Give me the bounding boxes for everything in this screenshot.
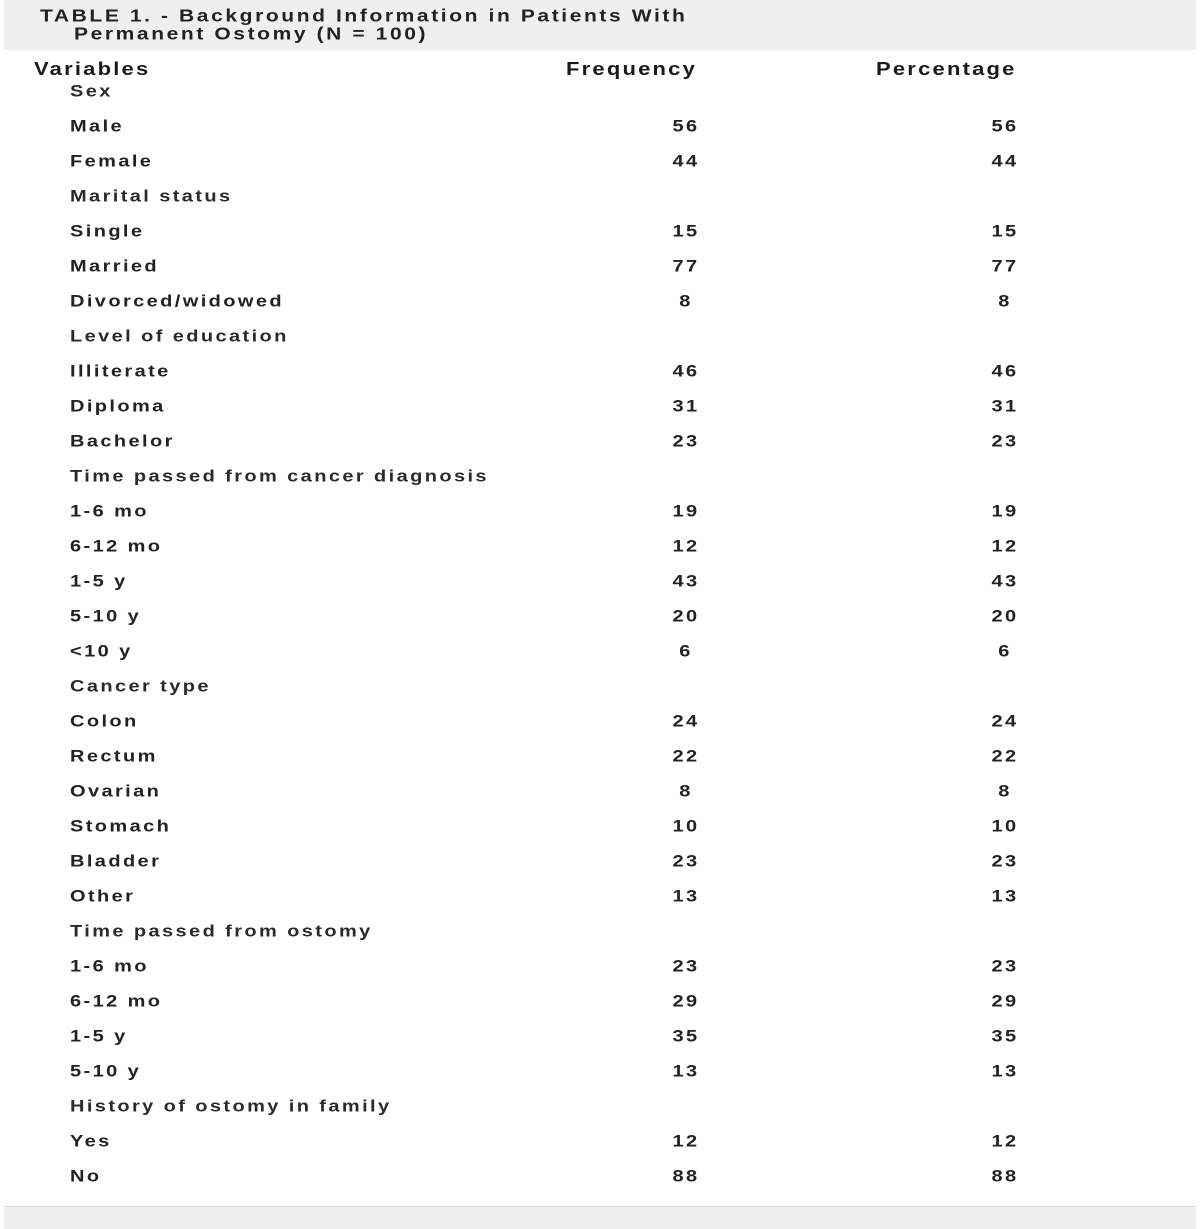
table-group-row	[0, 671, 1200, 706]
row-label: Rectum	[70, 747, 158, 766]
percentage-value: 8	[998, 292, 1012, 311]
percentage-value: 24	[991, 712, 1019, 731]
row-label: Colon	[70, 712, 139, 731]
table-row	[0, 636, 1200, 671]
table-row	[0, 776, 1200, 811]
column-header-variables: Variables	[34, 58, 151, 80]
table-row	[0, 1021, 1200, 1056]
row-label: 6-12 mo	[70, 537, 163, 556]
table-row	[0, 881, 1200, 916]
frequency-value: 24	[672, 712, 700, 731]
group-label: Sex	[70, 82, 113, 101]
percentage-value: 22	[991, 747, 1019, 766]
table-row	[0, 1126, 1200, 1161]
table-row	[0, 706, 1200, 741]
row-label: Ovarian	[70, 782, 162, 801]
table-row	[0, 146, 1200, 181]
frequency-value: 15	[672, 222, 700, 241]
row-label: Stomach	[70, 817, 172, 836]
frequency-value: 6	[679, 642, 693, 661]
frequency-value: 10	[672, 817, 700, 836]
percentage-value: 19	[991, 502, 1019, 521]
frequency-value: 8	[679, 292, 693, 311]
percentage-value: 88	[991, 1167, 1019, 1186]
table-row	[0, 286, 1200, 321]
percentage-value: 23	[991, 432, 1019, 451]
row-label: No	[70, 1167, 102, 1186]
table-group-row	[0, 1091, 1200, 1126]
group-label: History of ostomy in family	[70, 1097, 392, 1116]
table-row	[0, 846, 1200, 881]
row-label: Bladder	[70, 852, 162, 871]
percentage-value: 29	[991, 992, 1019, 1011]
group-label: Time passed from ostomy	[70, 922, 373, 941]
table-caption-line-2: Permanent Ostomy (N = 100)	[74, 24, 429, 44]
table-group-row	[0, 321, 1200, 356]
frequency-value: 12	[672, 537, 700, 556]
frequency-value: 13	[672, 1062, 700, 1081]
table-row	[0, 216, 1200, 251]
percentage-value: 77	[991, 257, 1019, 276]
row-label: Female	[70, 152, 154, 171]
table-row	[0, 251, 1200, 286]
frequency-value: 23	[672, 432, 700, 451]
table-row	[0, 601, 1200, 636]
frequency-value: 88	[672, 1167, 700, 1186]
percentage-value: 13	[991, 1062, 1019, 1081]
percentage-value: 12	[991, 537, 1019, 556]
frequency-value: 23	[672, 852, 700, 871]
row-label: Male	[70, 117, 125, 136]
row-label: 5-10 y	[70, 607, 142, 626]
frequency-value: 56	[672, 117, 700, 136]
row-label: Diploma	[70, 397, 166, 416]
frequency-value: 35	[672, 1027, 700, 1046]
percentage-value: 44	[991, 152, 1019, 171]
frequency-value: 23	[672, 957, 700, 976]
percentage-value: 56	[991, 117, 1019, 136]
row-label: Married	[70, 257, 160, 276]
row-label: Bachelor	[70, 432, 175, 451]
frequency-value: 77	[672, 257, 700, 276]
table-row	[0, 1161, 1200, 1196]
table-row	[0, 951, 1200, 986]
row-label: 1-6 mo	[70, 502, 149, 521]
percentage-value: 10	[991, 817, 1019, 836]
table-row	[0, 741, 1200, 776]
percentage-value: 12	[991, 1132, 1019, 1151]
table-caption-line-1: TABLE 1. - Background Information in Patients With	[40, 6, 688, 26]
row-label: 6-12 mo	[70, 992, 163, 1011]
table-row	[0, 986, 1200, 1021]
column-header-percentage: Percentage	[876, 58, 1017, 80]
group-label: Level of education	[70, 327, 289, 346]
frequency-value: 19	[672, 502, 700, 521]
row-label: Single	[70, 222, 145, 241]
table-footer-bar	[4, 1206, 1196, 1229]
table-row	[0, 566, 1200, 601]
table-row	[0, 811, 1200, 846]
percentage-value: 20	[991, 607, 1019, 626]
table-row	[0, 426, 1200, 461]
percentage-value: 43	[991, 572, 1019, 591]
percentage-value: 8	[998, 782, 1012, 801]
frequency-value: 22	[672, 747, 700, 766]
row-label: 1-6 mo	[70, 957, 149, 976]
table-row	[0, 496, 1200, 531]
frequency-value: 8	[679, 782, 693, 801]
table-group-row	[0, 916, 1200, 951]
table-body	[0, 76, 1200, 1196]
row-label: Illiterate	[70, 362, 171, 381]
percentage-value: 31	[991, 397, 1019, 416]
row-label: Other	[70, 887, 136, 906]
table-row	[0, 1056, 1200, 1091]
percentage-value: 6	[998, 642, 1012, 661]
frequency-value: 13	[672, 887, 700, 906]
frequency-value: 31	[672, 397, 700, 416]
percentage-value: 23	[991, 852, 1019, 871]
table-group-row	[0, 461, 1200, 496]
row-label: 1-5 y	[70, 572, 128, 591]
frequency-value: 44	[672, 152, 700, 171]
row-label: 1-5 y	[70, 1027, 128, 1046]
table-caption	[4, 0, 1196, 50]
table-group-row	[0, 181, 1200, 216]
row-label: 5-10 y	[70, 1062, 142, 1081]
frequency-value: 12	[672, 1132, 700, 1151]
percentage-value: 35	[991, 1027, 1019, 1046]
frequency-value: 20	[672, 607, 700, 626]
row-label: Yes	[70, 1132, 112, 1151]
percentage-value: 13	[991, 887, 1019, 906]
group-label: Cancer type	[70, 677, 211, 696]
frequency-value: 46	[672, 362, 700, 381]
row-label: Divorced/widowed	[70, 292, 284, 311]
table-row	[0, 531, 1200, 566]
table-group-row	[0, 76, 1200, 111]
frequency-value: 29	[672, 992, 700, 1011]
table-row	[0, 391, 1200, 426]
group-label: Marital status	[70, 187, 233, 206]
percentage-value: 15	[991, 222, 1019, 241]
column-header-frequency: Frequency	[566, 58, 698, 80]
row-label: <10 y	[70, 642, 133, 661]
group-label: Time passed from cancer diagnosis	[70, 467, 489, 486]
percentage-value: 23	[991, 957, 1019, 976]
percentage-value: 46	[991, 362, 1019, 381]
table-row	[0, 111, 1200, 146]
table-row	[0, 356, 1200, 391]
frequency-value: 43	[672, 572, 700, 591]
